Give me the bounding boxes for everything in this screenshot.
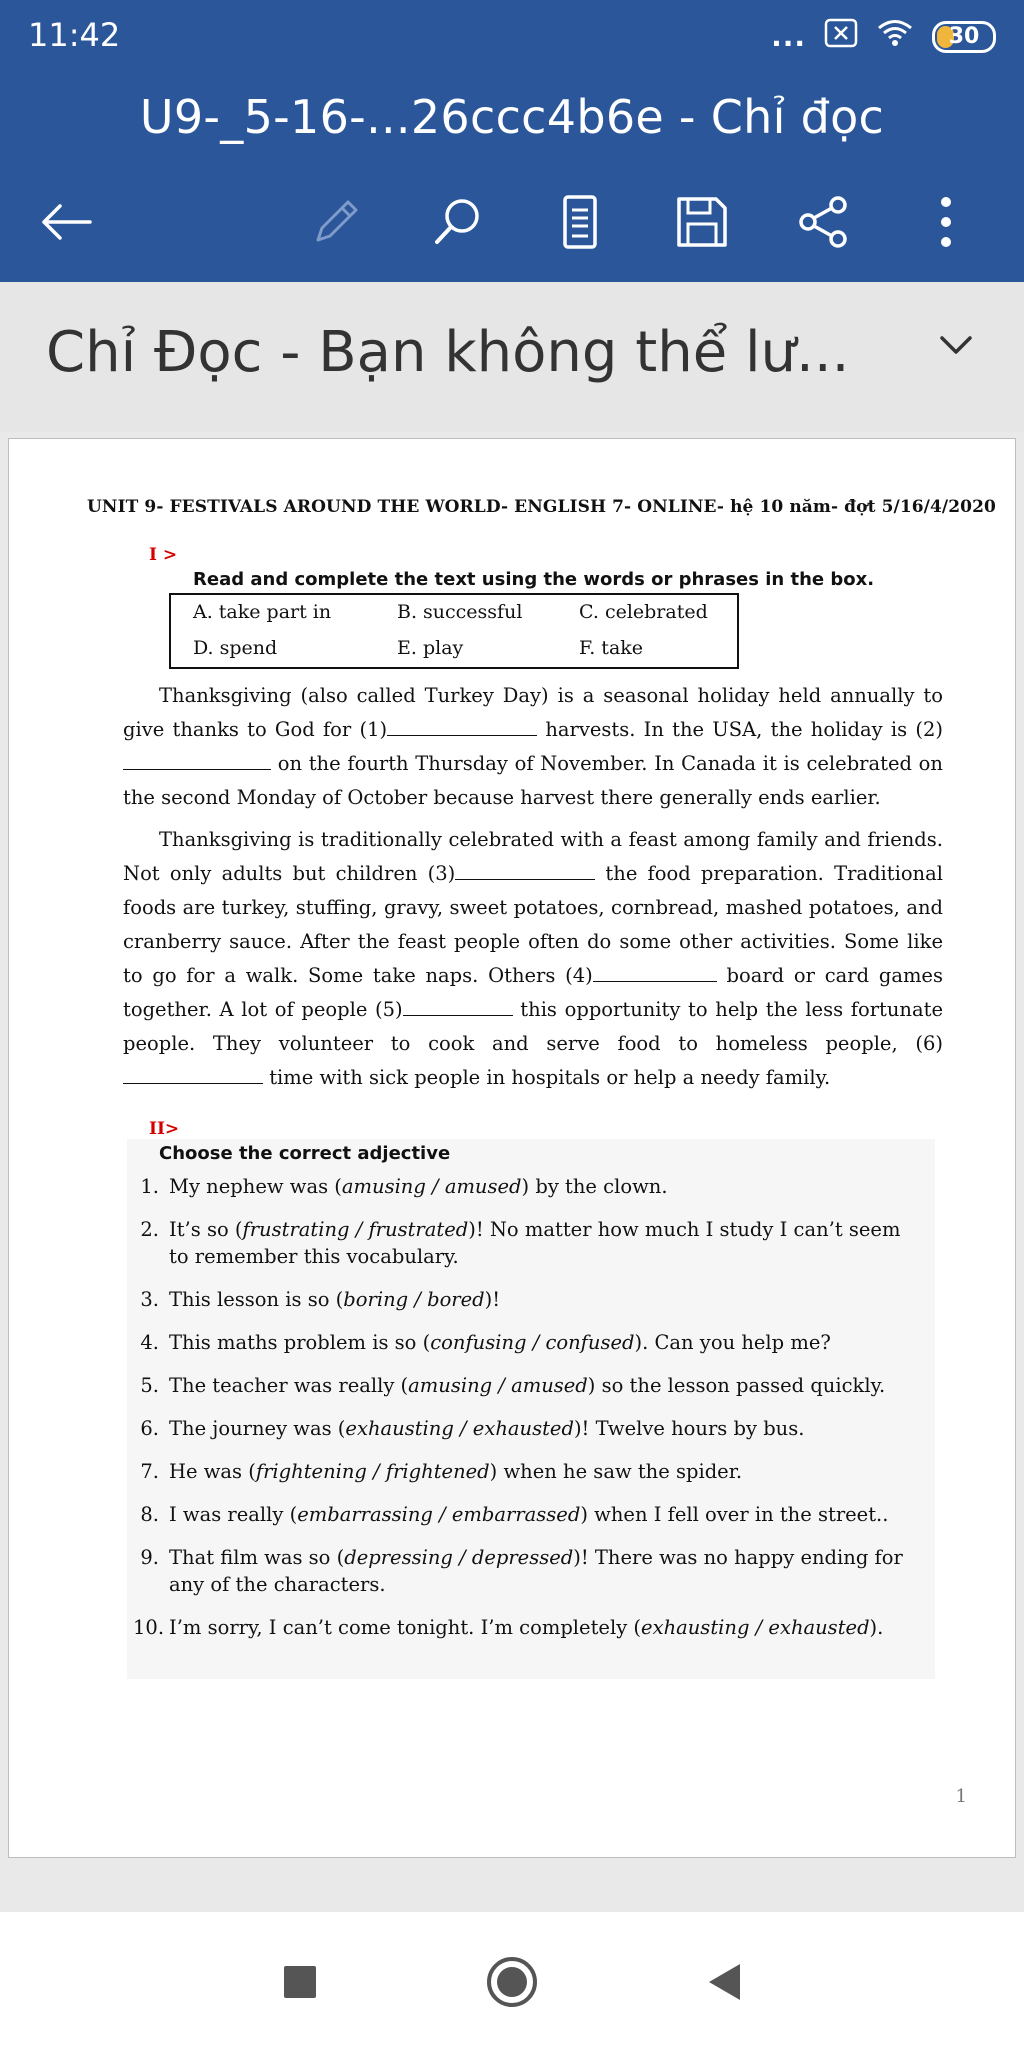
passage-text: Thanksgiving (also called Turkey Day) is a seasonal holiday held annually to give thanks to God for (1) bbox=[123, 684, 943, 741]
item-text: )! No matter how much I study I can’t seem to remember this vocabulary. bbox=[169, 1218, 901, 1268]
word-option: C. celebrated bbox=[579, 601, 708, 623]
item-text: The journey was ( bbox=[169, 1417, 346, 1440]
item-number: 5. bbox=[140, 1374, 159, 1397]
passage-text: board or card games together. A lot of people (5) bbox=[123, 964, 943, 1021]
item-number: 1. bbox=[140, 1175, 159, 1198]
wifi-icon bbox=[876, 18, 914, 55]
item-options: exhausting / exhausted bbox=[345, 1417, 574, 1440]
item-options: depressing / depressed bbox=[344, 1546, 574, 1569]
passage-text: this opportunity to help the less fortunate people. They volunteer to cook and serve food to homeless people, (6) bbox=[123, 998, 943, 1055]
passage-text: the food preparation. Traditional foods are turkey, stuffing, gravy, sweet potatoes, cornbread, mashed potatoes, and cranberry sauce. After the feast people often do some other activities. Some like to go for a walk. Some take naps. Others (4) bbox=[123, 862, 943, 987]
passage-text: Thanksgiving is traditionally celebrated with a feast among family and friends. Not only adults but children (3) bbox=[123, 828, 943, 885]
word-option: A. take part in bbox=[193, 601, 332, 623]
read-only-message: Chỉ Đọc - Bạn không thể lư... bbox=[46, 320, 850, 385]
exercise-item bbox=[133, 1372, 923, 1399]
item-options: confusing / confused bbox=[430, 1331, 635, 1354]
recent-apps-icon[interactable] bbox=[270, 1952, 330, 2012]
document-page[interactable] bbox=[8, 438, 1016, 1858]
page-number: 1 bbox=[955, 1786, 967, 1807]
save-icon[interactable] bbox=[668, 188, 736, 256]
section-2-mark: II> bbox=[149, 1119, 180, 1139]
back-arrow-icon[interactable] bbox=[32, 188, 100, 256]
item-text: ) by the clown. bbox=[521, 1175, 668, 1198]
reading-view-icon[interactable] bbox=[546, 188, 614, 256]
item-number: 6. bbox=[140, 1417, 159, 1440]
back-icon[interactable] bbox=[694, 1952, 754, 2012]
exercise-item bbox=[133, 1216, 923, 1270]
item-text: ). bbox=[869, 1616, 884, 1639]
item-number: 7. bbox=[140, 1460, 159, 1483]
search-icon[interactable] bbox=[424, 188, 492, 256]
status-bar bbox=[0, 0, 1024, 72]
blank-1 bbox=[387, 716, 537, 736]
document-title: U9-_5-16-...26ccc4b6e - Chỉ đọc bbox=[139, 90, 885, 144]
exercise-item bbox=[133, 1614, 923, 1641]
read-only-banner[interactable] bbox=[0, 282, 1024, 432]
exercise-item bbox=[133, 1458, 923, 1485]
item-text: ). Can you help me? bbox=[634, 1331, 831, 1354]
item-number: 9. bbox=[140, 1546, 159, 1569]
exercise-item bbox=[133, 1415, 923, 1442]
item-text: I was really ( bbox=[169, 1503, 298, 1526]
item-number: 10. bbox=[133, 1616, 165, 1639]
more-dots-icon: ... bbox=[771, 20, 806, 53]
passage-text: time with sick people in hospitals or help a needy family. bbox=[263, 1066, 831, 1089]
passage-paragraph-2 bbox=[123, 823, 943, 1095]
exercise-item bbox=[133, 1173, 923, 1200]
reading-passage bbox=[123, 679, 943, 1095]
battery-level: 30 bbox=[948, 23, 980, 49]
item-options: amusing / amused bbox=[408, 1374, 588, 1397]
item-text: )! bbox=[484, 1288, 501, 1311]
item-text: ) so the lesson passed quickly. bbox=[587, 1374, 886, 1397]
item-text: The teacher was really ( bbox=[169, 1374, 409, 1397]
item-number: 8. bbox=[140, 1503, 159, 1526]
blank-6 bbox=[123, 1064, 263, 1084]
item-options: frustrating / frustrated bbox=[242, 1218, 469, 1241]
toolbar bbox=[0, 162, 1024, 282]
exercise-item bbox=[133, 1329, 923, 1356]
item-text: This lesson is so ( bbox=[169, 1288, 344, 1311]
more-options-icon[interactable] bbox=[912, 188, 980, 256]
exercise-item bbox=[133, 1501, 923, 1528]
item-text: ) when he saw the spider. bbox=[489, 1460, 743, 1483]
exercise-item bbox=[133, 1286, 923, 1313]
item-text: That film was so ( bbox=[169, 1546, 345, 1569]
item-text: )! There was no happy ending for any of the characters. bbox=[169, 1546, 903, 1596]
exercise-list bbox=[133, 1173, 923, 1657]
word-option: E. play bbox=[397, 637, 464, 659]
word-option: B. successful bbox=[397, 601, 523, 623]
item-options: exhausting / exhausted bbox=[641, 1616, 870, 1639]
item-text: I’m sorry, I can’t come tonight. I’m completely ( bbox=[169, 1616, 642, 1639]
word-option: D. spend bbox=[193, 637, 278, 659]
sim-off-icon bbox=[824, 18, 858, 55]
section-1-instruction: Read and complete the text using the words or phrases in the box. bbox=[193, 569, 875, 590]
item-options: embarrassing / embarrassed bbox=[297, 1503, 581, 1526]
item-number: 3. bbox=[140, 1288, 159, 1311]
item-number: 4. bbox=[140, 1331, 159, 1354]
item-text: My nephew was ( bbox=[169, 1175, 342, 1198]
section-2-instruction: Choose the correct adjective bbox=[159, 1143, 451, 1164]
passage-paragraph-1 bbox=[123, 679, 943, 815]
passage-text: harvests. In the USA, the holiday is (2) bbox=[537, 718, 943, 741]
passage-text: on the fourth Thursday of November. In Canada it is celebrated on the second Monday of October because harvest there generally ends earlier. bbox=[123, 752, 943, 809]
document-title-bar bbox=[0, 72, 1024, 162]
item-text: ) when I fell over in the street.. bbox=[580, 1503, 889, 1526]
status-time: 11:42 bbox=[28, 16, 121, 54]
item-options: boring / bored bbox=[343, 1288, 485, 1311]
item-text: It’s so ( bbox=[169, 1218, 243, 1241]
item-text: He was ( bbox=[169, 1460, 256, 1483]
edit-pencil-icon[interactable] bbox=[302, 188, 370, 256]
home-icon[interactable] bbox=[482, 1952, 542, 2012]
share-icon[interactable] bbox=[790, 188, 858, 256]
document-header: UNIT 9- FESTIVALS AROUND THE WORLD- ENGLISH 7- ONLINE- hệ 10 năm- đợt 5/16/4/2020 bbox=[87, 497, 996, 517]
blank-2 bbox=[123, 750, 271, 770]
blank-5 bbox=[403, 996, 513, 1016]
item-text: )! Twelve hours by bus. bbox=[573, 1417, 805, 1440]
status-icons bbox=[771, 18, 996, 55]
word-option: F. take bbox=[579, 637, 644, 659]
blank-4 bbox=[593, 962, 717, 982]
exercise-item bbox=[133, 1544, 923, 1598]
item-text: This maths problem is so ( bbox=[169, 1331, 431, 1354]
section-1-mark: I > bbox=[149, 545, 178, 565]
chevron-down-icon[interactable] bbox=[938, 334, 974, 362]
item-options: frightening / frightened bbox=[255, 1460, 490, 1483]
navigation-bar bbox=[0, 1912, 1024, 2048]
item-number: 2. bbox=[140, 1218, 159, 1241]
item-options: amusing / amused bbox=[341, 1175, 522, 1198]
battery-icon bbox=[932, 21, 996, 53]
blank-3 bbox=[455, 860, 595, 880]
word-box bbox=[169, 593, 739, 669]
